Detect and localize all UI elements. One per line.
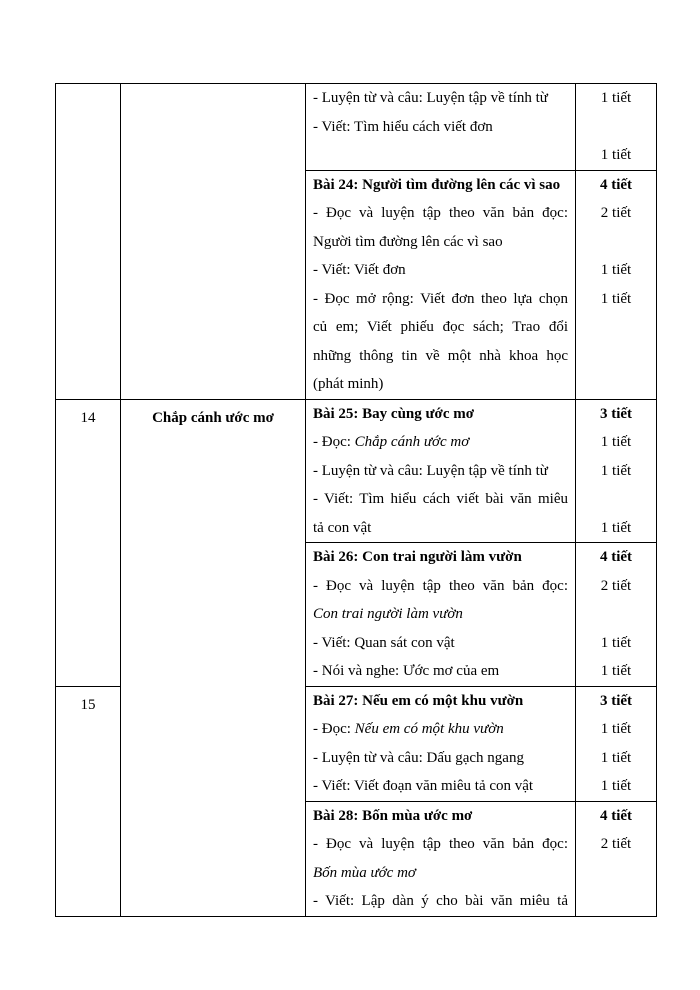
period-value: 2 tiết (600, 577, 632, 594)
lesson-line: (phát minh) (313, 376, 384, 392)
lesson-heading: Bài 24: Người tìm đường lên các vì sao (313, 176, 561, 193)
period-value: 1 tiết (600, 434, 632, 450)
periods-cell (576, 686, 657, 801)
lesson-line: tả con vật (313, 519, 372, 536)
period-total: 4 tiết (599, 807, 633, 824)
reading-title: Nếu em có một khu vườn (354, 721, 504, 737)
lesson-line: - Nói và nghe: Ước mơ của em (313, 663, 500, 679)
lesson-line (306, 428, 575, 457)
lesson-line-prefix: - Đọc: (313, 721, 355, 737)
lesson-heading: Bài 25: Bay cùng ước mơ (313, 405, 475, 422)
periods-cell (576, 84, 657, 171)
period-value (576, 313, 656, 342)
period-value: 1 tiết (600, 519, 632, 536)
period-value: 1 tiết (600, 290, 632, 307)
lesson-line-prefix: - Đọc: (313, 434, 355, 450)
week-number: 15 (80, 696, 96, 713)
period-total: 4 tiết (599, 549, 633, 565)
lesson-line: - Viết: Viết đơn (313, 262, 406, 278)
periods-cell (576, 170, 657, 399)
period-value: 1 tiết (600, 462, 632, 479)
lesson-line: - Đọc và luyện tập theo văn bản đọc: (313, 577, 568, 594)
period-value (576, 485, 656, 514)
lesson-line: những thông tin về một nhà khoa học (313, 347, 568, 364)
week-number: 14 (80, 409, 96, 426)
period-value: 1 tiết (600, 634, 632, 651)
week-cell (56, 686, 121, 916)
content-cell (306, 543, 576, 687)
period-total: 4 tiết (599, 176, 633, 193)
period-total: 3 tiết (599, 692, 633, 709)
theme-cell (121, 84, 306, 400)
curriculum-table (55, 83, 657, 917)
reading-title: Bốn mùa ước mơ (313, 864, 416, 881)
period-value (576, 600, 656, 629)
lesson-line: - Đọc mở rộng: Viết đơn theo lựa chọn (313, 290, 568, 307)
content-cell (306, 686, 576, 801)
lesson-line: Người tìm đường lên các vì sao (313, 233, 503, 250)
period-value (576, 113, 656, 142)
period-value: 2 tiết (600, 205, 632, 221)
reading-title: Chắp cánh ước mơ (354, 434, 470, 450)
lesson-line: - Viết: Tìm hiểu cách viết đơn (313, 118, 493, 135)
content-cell (306, 84, 576, 171)
lesson-line (306, 715, 575, 744)
period-value: 2 tiết (600, 836, 632, 852)
periods-cell (576, 801, 657, 916)
periods-cell (576, 399, 657, 543)
week-cell (56, 399, 121, 686)
content-cell (306, 399, 576, 543)
lesson-line: - Luyện từ và câu: Luyện tập về tính từ (313, 90, 548, 106)
lesson-line: - Viết: Tìm hiểu cách viết bài văn miêu (313, 491, 568, 507)
period-value (576, 370, 656, 399)
week-cell (56, 84, 121, 400)
lesson-line: - Đọc và luyện tập theo văn bản đọc: (313, 205, 568, 221)
period-value: 1 tiết (600, 778, 632, 794)
period-value: 1 tiết (600, 721, 632, 737)
period-value: 1 tiết (600, 262, 632, 278)
theme-title: Chắp cánh ước mơ (152, 409, 274, 426)
content-cell (306, 801, 576, 916)
period-value (576, 887, 656, 916)
lesson-line: - Luyện từ và câu: Dấu gạch ngang (313, 749, 524, 766)
period-value (576, 342, 656, 371)
lesson-line: củ em; Viết phiếu đọc sách; Trao đổi (313, 319, 568, 335)
lesson-line: - Đọc và luyện tập theo văn bản đọc: (313, 836, 568, 852)
period-value: 1 tiết (600, 147, 632, 163)
lesson-line: - Viết: Viết đoạn văn miêu tả con vật (313, 778, 534, 794)
period-value: 1 tiết (600, 663, 632, 679)
lesson-line: - Viết: Lập dàn ý cho bài văn miêu tả (313, 893, 568, 909)
period-value: 1 tiết (600, 749, 632, 766)
table-row (56, 399, 657, 543)
table-row (56, 84, 657, 171)
reading-title: Con trai người làm vườn (313, 606, 463, 622)
lesson-line (306, 141, 575, 170)
period-total: 3 tiết (599, 405, 633, 422)
lesson-heading: Bài 27: Nếu em có một khu vườn (313, 692, 524, 709)
period-value: 1 tiết (600, 90, 632, 106)
theme-cell (121, 399, 306, 916)
periods-cell (576, 543, 657, 687)
content-cell (306, 170, 576, 399)
lesson-heading: Bài 28: Bốn mùa ước mơ (313, 807, 473, 824)
period-value (576, 228, 656, 257)
lesson-heading: Bài 26: Con trai người làm vườn (313, 549, 522, 565)
period-value (576, 859, 656, 888)
lesson-line: - Viết: Quan sát con vật (313, 634, 455, 651)
lesson-line: - Luyện từ và câu: Luyện tập về tính từ (313, 462, 548, 479)
